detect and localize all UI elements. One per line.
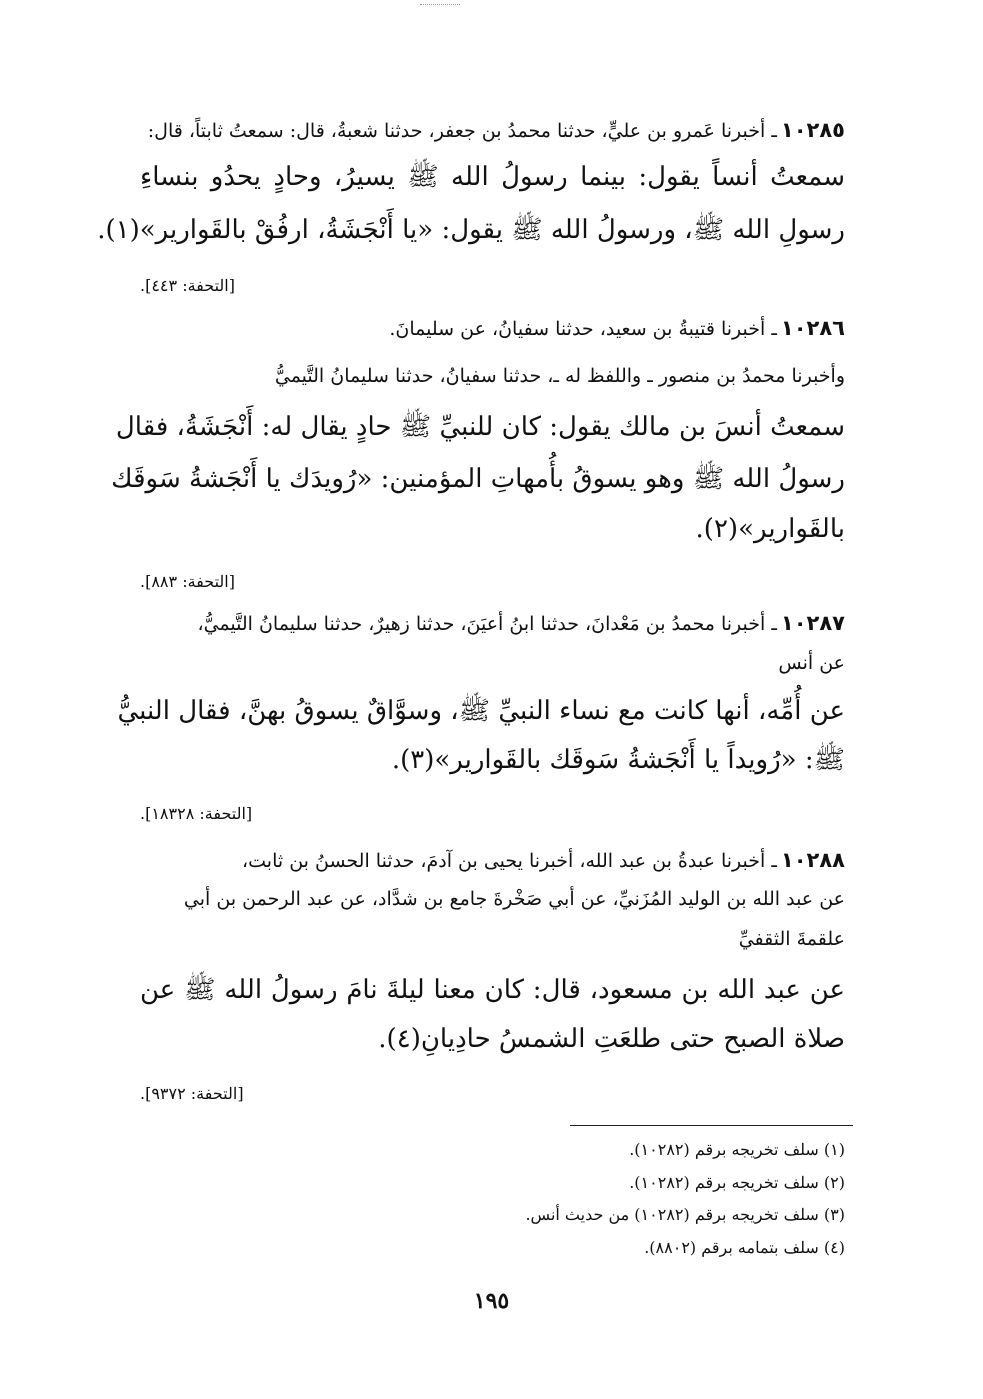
hadith-10288-line-2: عن عبد الله بن الوليد المُزَنيِّ، عن أبي صَخْرةَ جامع بن شدَّاد، عن عبد الرحمن بن أبي [183,888,845,910]
hadith-number: ١٠٢٨٥ [780,118,845,142]
hadith-text: ـ أخبرنا عَمرو بن عليٍّ، حدثنا محمدُ بن جعفر، حدثنا شعبةُ، قال: سمعتُ ثابتاً، قال: [147,120,777,142]
footnote-3: (٣) سلف تخريجه برقم (١٠٢٨٢) من حديث أنس. [525,1205,845,1224]
hadith-number: ١٠٢٨٧ [780,611,845,635]
footnote-4: (٤) سلف بتمامه برقم (٨٨٠٢). [644,1238,845,1257]
hadith-10286-line-3: سمعتُ أنسَ بن مالك يقول: كان للنبيِّ ﷺ حادٍ يقال له: أَنْجَشَةُ، فقال [115,412,845,442]
hadith-10285-line-2: سمعتُ أنساً يقول: بينما رسولُ الله ﷺ يسيرُ، وحادٍ يحدُو بنساءِ [140,162,846,192]
hadith-number: ١٠٢٨٦ [780,316,845,340]
hadith-10288-line-3: علقمةَ الثقفيِّ [738,928,845,950]
hadith-10288-line-5: صلاة الصبح حتى طلعَتِ الشمسُ حادِيانِ(٤). [378,1024,845,1054]
hadith-text: ـ أخبرنا عبدةُ بن عبد الله، أخبرنا يحيى بن آدمَ، حدثنا الحسنُ بن ثابت، [242,850,777,872]
tuhfa-reference: [التحفة: ٨٨٣]. [140,572,235,591]
hadith-number: ١٠٢٨٨ [780,848,845,872]
tuhfa-reference: [التحفة: ٩٣٧٢]. [140,1084,244,1103]
hadith-10285-line-3: رسولِ الله ﷺ، ورسولُ الله ﷺ يقول: «يا أَنْجَشَةُ، ارفُقْ بالقَوارير»(١). [97,215,845,245]
footnote-separator [570,1125,853,1126]
hadith-10287-line-3: عن أُمِّه، أنها كانت مع نساء النبيِّ ﷺ، وسوَّاقٌ يسوقُ بهنَّ، فقال النبيُّ [117,696,845,726]
hadith-10286-line-2: وأخبرنا محمدُ بن منصور ـ واللفظ له ـ، حدثنا سفيانُ، حدثنا سليمانُ التَّيميُّ [274,365,845,387]
hadith-10286-line-5: بالقَوارير»(٢). [695,514,845,544]
hadith-10288-line-4: عن عبد الله بن مسعود، قال: كان معنا ليلةَ نامَ رسولُ الله ﷺ عن [140,975,845,1005]
hadith-10288-line-1 [140,848,845,872]
scan-mark [420,4,460,7]
hadith-10287-line-2: عن أنس [778,652,845,674]
hadith-10287-line-4: ﷺ: «رُويداً يا أَنْجَشةُ سَوقَك بالقَوارير»(٣). [391,745,845,775]
hadith-10286-line-1 [140,316,845,340]
hadith-text: ـ أخبرنا قتيبةُ بن سعيد، حدثنا سفيانُ، عن سليمانَ. [389,318,777,340]
tuhfa-reference: [التحفة: ١٨٣٢٨]. [140,804,253,823]
footnote-1: (١) سلف تخريجه برقم (١٠٢٨٢). [629,1140,845,1159]
page-number: ١٩٥ [473,1288,510,1314]
hadith-10286-line-4: رسولُ الله ﷺ وهو يسوقُ بأُمهاتِ المؤمنين: «رُويدَك يا أَنْجَشةُ سَوقَك [111,464,845,494]
tuhfa-reference: [التحفة: ٤٤٣]. [140,276,235,295]
hadith-10287-line-1 [140,611,845,635]
hadith-10285-line-1 [140,118,845,142]
hadith-text: ـ أخبرنا محمدُ بن مَعْدانَ، حدثنا ابنُ أعيَنَ، حدثنا زهيرٌ، حدثنا سليمانُ التَّيميُّ، [197,613,777,635]
footnote-2: (٢) سلف تخريجه برقم (١٠٢٨٢). [629,1173,845,1192]
